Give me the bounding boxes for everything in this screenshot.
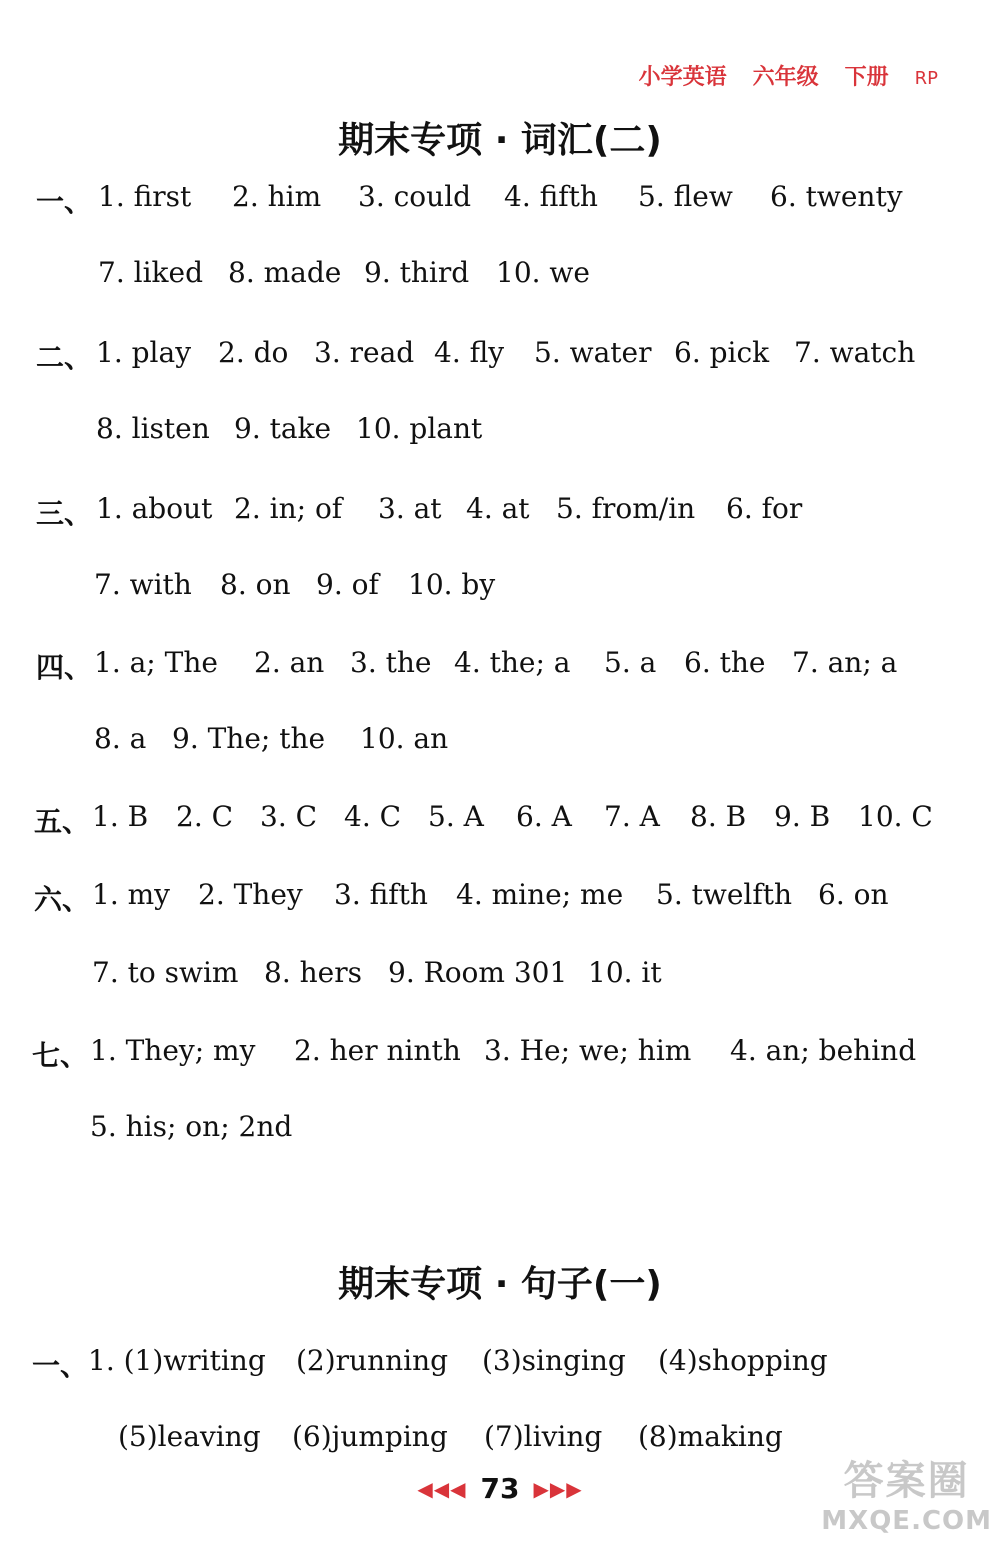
answer-item: 1. play [96, 336, 192, 369]
answer-item: (7)living [484, 1420, 603, 1453]
header-grade: 六年级 [752, 65, 819, 90]
answer-item: 3. read [314, 336, 415, 369]
header-subject: 小学英语 [638, 65, 727, 90]
answer-item: 10. we [496, 256, 590, 289]
answer-item: 8. hers [264, 956, 362, 989]
answer-item: 10. it [588, 956, 662, 989]
answer-item: 1. my [92, 878, 170, 911]
answer-item: 3. C [260, 800, 318, 833]
group-prefix: 五、 [34, 805, 91, 838]
answer-item: 7. watch [794, 336, 916, 369]
answer-item: 6. twenty [770, 180, 903, 213]
answer-item: 7. A [604, 800, 660, 833]
answer-item: (6)jumping [292, 1420, 448, 1453]
answer-item: 9. of [316, 568, 379, 601]
group-prefix: 三、 [36, 497, 93, 530]
answer-item: 5. A [428, 800, 484, 833]
answer-item: 2. her ninth [294, 1034, 461, 1067]
answer-item: 4. an; behind [730, 1034, 917, 1067]
answer-item: 8. on [220, 568, 291, 601]
answer-item: 2. C [176, 800, 234, 833]
answer-item: (3)singing [482, 1344, 626, 1377]
watermark-top: 答案圈 [843, 1458, 970, 1504]
answer-item: 9. The; the [172, 722, 326, 755]
answer-item: 3. could [358, 180, 472, 213]
watermark-bottom: MXQE.COM [821, 1506, 992, 1536]
answer-item: (8)making [638, 1420, 783, 1453]
answer-item: 3. He; we; him [484, 1034, 692, 1067]
answer-item: 4. fly [434, 336, 505, 369]
answer-item: 6. the [684, 646, 766, 679]
answer-item: 2. in; of [234, 492, 343, 525]
group-prefix: 一、 [36, 185, 93, 218]
answer-item: 5. twelfth [656, 878, 793, 911]
group-prefix: 七、 [32, 1039, 89, 1072]
answer-item: 8. a [94, 722, 147, 755]
answer-item: 9. third [364, 256, 470, 289]
answer-item: 2. do [218, 336, 289, 369]
answer-item: 2. him [232, 180, 322, 213]
answer-item: 10. plant [356, 412, 483, 445]
header-edition: RP [914, 68, 938, 89]
page-number: 73 [480, 1472, 520, 1505]
answer-item: 9. Room 301 [388, 956, 568, 989]
answer-item: 7. liked [98, 256, 203, 289]
answer-item: 10. C [858, 800, 933, 833]
answer-item: 8. B [690, 800, 747, 833]
answer-item: 5. flew [638, 180, 733, 213]
answer-item: 5. a [604, 646, 657, 679]
answer-item: (5)leaving [118, 1420, 261, 1453]
answer-item: 4. fifth [504, 180, 598, 213]
answer-item: 2. They [198, 878, 303, 911]
group-prefix: 二、 [36, 341, 93, 374]
answer-item: 3. fifth [334, 878, 428, 911]
answer-item: (2)running [296, 1344, 449, 1377]
answer-item: 9. take [234, 412, 332, 445]
right-arrows-icon: ▶▶▶ [533, 1476, 583, 1501]
answer-item: 1. a; The [94, 646, 218, 679]
answer-item: 3. at [378, 492, 442, 525]
answer-item: 10. an [360, 722, 449, 755]
answer-item: 3. the [350, 646, 432, 679]
answer-item: 1. B [92, 800, 149, 833]
answer-item: 4. mine; me [456, 878, 624, 911]
answer-item: 5. his; on; 2nd [90, 1110, 293, 1143]
answer-item: 10. by [408, 568, 496, 601]
answer-item: 2. an [254, 646, 325, 679]
answer-item: 6. pick [674, 336, 770, 369]
answer-item: (4)shopping [658, 1344, 828, 1377]
answer-item: 7. to swim [92, 956, 239, 989]
answer-item: 6. A [516, 800, 572, 833]
section-title-sentences: 期末专项 · 句子(一) [338, 1264, 662, 1305]
answer-item: 4. the; a [454, 646, 571, 679]
group-prefix: 六、 [34, 883, 91, 916]
answer-item: 5. water [534, 336, 652, 369]
left-arrows-icon: ◀◀◀ [417, 1476, 467, 1501]
answer-item: 1. about [96, 492, 213, 525]
answer-item: 1. (1)writing [88, 1344, 266, 1377]
answer-item: 9. B [774, 800, 831, 833]
watermark [821, 1449, 992, 1536]
answer-item: 6. for [726, 492, 803, 525]
group-prefix: 一、 [32, 1349, 89, 1382]
answer-item: 7. an; a [792, 646, 898, 679]
answer-item: 4. at [466, 492, 530, 525]
answer-item: 5. from/in [556, 492, 696, 525]
page-header [639, 60, 938, 91]
group-prefix: 四、 [36, 651, 93, 684]
header-volume: 下册 [844, 65, 889, 90]
answer-item: 8. made [228, 256, 342, 289]
answer-item: 4. C [344, 800, 402, 833]
answer-item: 1. first [98, 180, 192, 213]
answer-item: 7. with [94, 568, 192, 601]
answer-item: 6. on [818, 878, 889, 911]
answer-item: 1. They; my [90, 1034, 256, 1067]
answer-item: 8. listen [96, 412, 210, 445]
section-title-vocab: 期末专项 · 词汇(二) [338, 120, 662, 161]
